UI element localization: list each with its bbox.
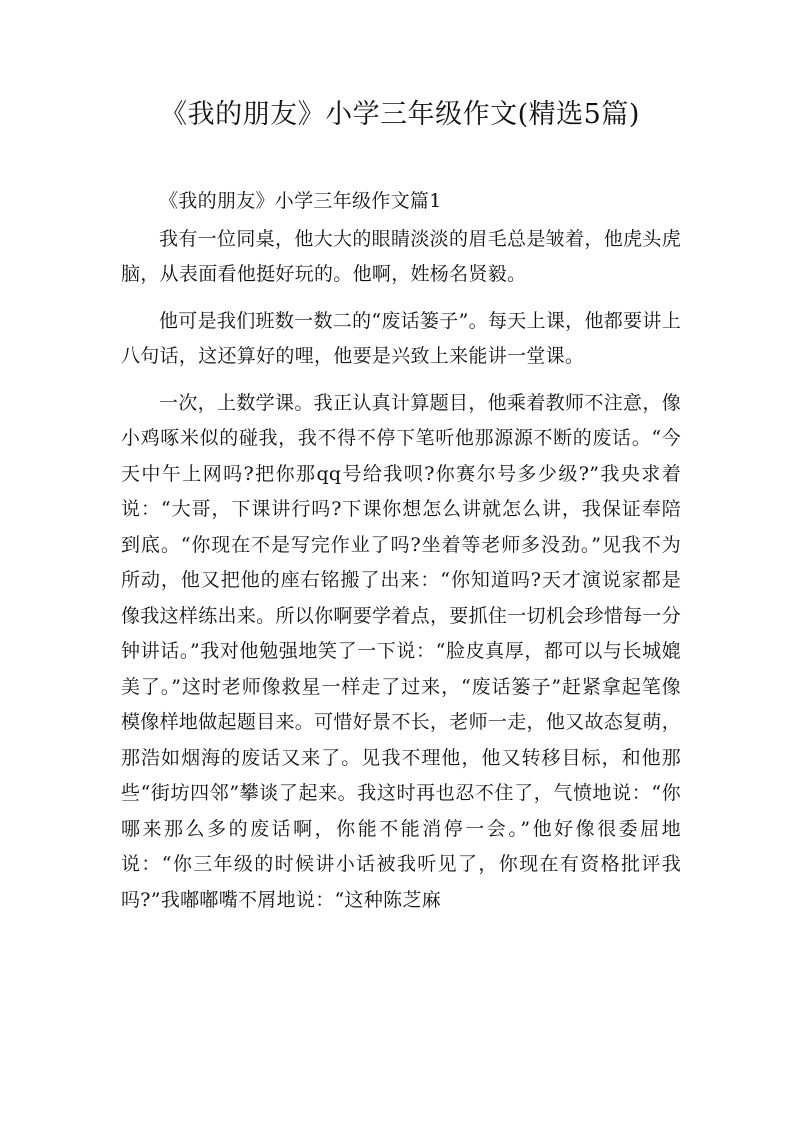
document-body — [121, 184, 681, 929]
paragraph-3: 一次，上数学课。我正认真计算题目，他乘着教师不注意，像小鸡啄米似的碰我，我不得不停下笔听他那源源不断的废话。“今天中午上网吗?把你那qq号给我呗?你赛尔号多少级?”我央求着说：“大哥，下课讲行吗?下课你想怎么讲就怎么讲，我保证奉陪到底。“你现在不是写完作业了吗?坐着等老师多没劲。”见我不为所动，他又把他的座右铭搬了出来：“你知道吗?天才演说家都是像我这样练出来。所以你啊要学着点，要抓住一切机会珍惜每一分钟讲话。”我对他勉强地笑了一下说：“脸皮真厚，都可以与长城媲美了。”这时老师像救星一样走了过来，“废话篓子”赶紧拿起笔像模像样地做起题目来。可惜好景不长，老师一走，他又故态复萌，那浩如烟海的废话又来了。见我不理他，他又转移目标，和他那些“街坊四邻”攀谈了起来。我这时再也忍不住了，气愤地说：“你哪来那么多的废话啊，你能不能消停一会。”他好像很委屈地说：“你三年级的时候讲小话被我听见了，你现在有资格批评我吗?”我嘟嘟嘴不屑地说：“这种陈芝麻 — [121, 391, 681, 911]
section-heading: 《我的朋友》小学三年级作文篇1 — [159, 190, 442, 212]
document-title: 《我的朋友》小学三年级作文(精选5篇) — [160, 99, 640, 130]
paragraph-2: 他可是我们班数一数二的“废话篓子”。每天上课，他都要讲上八句话，这还算好的哩，他要是兴致上来能讲一堂课。 — [121, 309, 681, 367]
paragraph-1: 我有一位同桌，他大大的眼睛淡淡的眉毛总是皱着，他虎头虎脑，从表面看他挺好玩的。他啊，姓杨名贤毅。 — [121, 227, 681, 285]
